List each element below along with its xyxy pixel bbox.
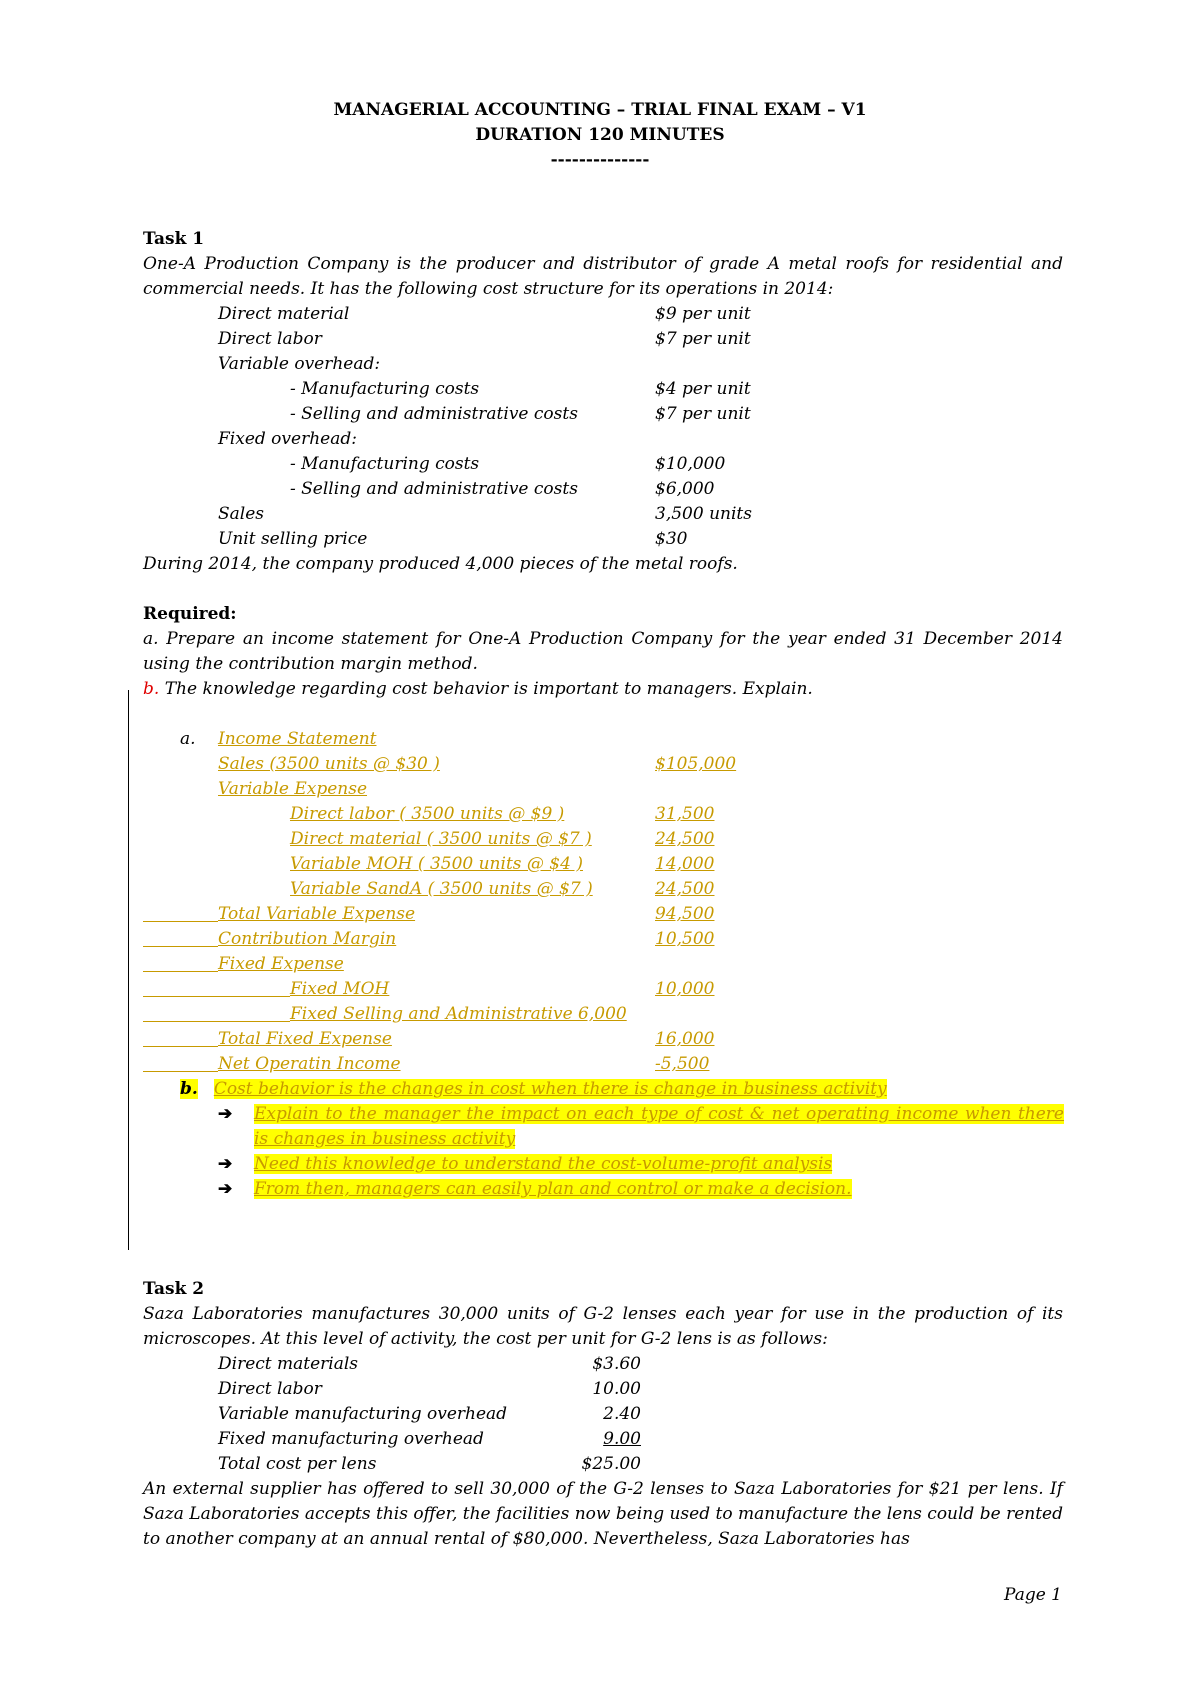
cost-value: $9 per unit xyxy=(655,304,751,324)
is-underline xyxy=(143,1046,218,1047)
cost-value: $10,000 xyxy=(655,454,726,474)
is-row xyxy=(218,952,344,977)
cost-value: $7 per unit xyxy=(655,404,751,424)
is-value: 31,500 xyxy=(655,804,715,824)
is-value: 10,000 xyxy=(655,979,715,999)
cost-label: - Selling and administrative costs xyxy=(290,404,578,424)
is-row xyxy=(218,1052,709,1077)
is-label: Total Variable Expense xyxy=(218,904,416,924)
cost-label: Variable manufacturing overhead xyxy=(218,1404,508,1424)
task1-intro: One-A Production Company is the producer and distributor of grade A metal roofs for residential and commercial needs. It has the following cost structure for its operations in 2014: xyxy=(143,254,1063,299)
cost-label: Direct labor xyxy=(218,329,322,349)
cost-value: 10.00 xyxy=(592,1379,641,1399)
requirement-b-letter: b. xyxy=(143,679,160,699)
cost-value: $3.60 xyxy=(592,1354,641,1374)
exam-title: MANAGERIAL ACCOUNTING – TRIAL FINAL EXAM – V1 xyxy=(333,100,867,120)
is-label: Total Fixed Expense xyxy=(218,1029,392,1049)
answer-b-point xyxy=(254,1152,832,1177)
cost-label: - Selling and administrative costs xyxy=(290,479,578,499)
answer-b-point xyxy=(254,1177,852,1202)
answer-b xyxy=(180,1077,887,1102)
exam-header xyxy=(0,98,1200,173)
is-label: Direct labor ( 3500 units @ $9 ) xyxy=(290,804,565,824)
answer-b-point-text: Need this knowledge to understand the cost-volume-profit analysis xyxy=(254,1154,833,1174)
is-underline xyxy=(143,921,218,922)
cost-label: Sales xyxy=(218,504,265,524)
cost-value: 2.40 xyxy=(603,1404,641,1424)
is-value: 16,000 xyxy=(655,1029,715,1049)
is-value: 10,500 xyxy=(655,929,715,949)
cost-value: 3,500 units xyxy=(655,504,752,524)
production-note: During 2014, the company produced 4,000 pieces of the metal roofs. xyxy=(143,554,738,574)
is-row xyxy=(290,802,714,827)
is-row xyxy=(218,1027,714,1052)
is-underline xyxy=(143,971,218,972)
is-underline xyxy=(143,996,290,997)
cost-label: Direct materials xyxy=(218,1354,359,1374)
arrow-icon: ➔ xyxy=(218,1179,233,1199)
arrow-icon: ➔ xyxy=(218,1154,233,1174)
is-value: 24,500 xyxy=(655,879,715,899)
is-value: $105,000 xyxy=(655,754,737,774)
required-heading: Required: xyxy=(143,604,237,624)
is-label: Contribution Margin xyxy=(218,929,397,949)
cost-label: Unit selling price xyxy=(218,529,368,549)
is-value: -5,500 xyxy=(655,1054,710,1074)
cost-value: $25.00 xyxy=(581,1454,641,1474)
is-underline xyxy=(143,946,218,947)
cost-value: 9.00 xyxy=(603,1429,641,1449)
task2-intro: Saza Laboratories manufactures 30,000 units of G-2 lenses each year for use in the production of its microscopes. At this level of activity, the cost per unit for G-2 lens is as follows: xyxy=(143,1304,1063,1349)
is-label: Fixed Selling and Administrative 6,000 xyxy=(290,1004,627,1024)
is-underline xyxy=(143,1071,218,1072)
is-label: Net Operatin Income xyxy=(218,1054,401,1074)
cost-label: Variable overhead: xyxy=(218,354,381,374)
is-label: Sales (3500 units @ $30 ) xyxy=(218,754,440,774)
answer-b-letter: b. xyxy=(180,1079,198,1099)
is-row xyxy=(290,877,714,902)
requirement-b-text: The knowledge regarding cost behavior is important to managers. Explain. xyxy=(159,679,813,699)
task2-heading: Task 2 xyxy=(143,1279,205,1299)
answer-b-point-text: Explain to the manager the impact on each type of cost & net operating income when there is changes in business activity xyxy=(254,1104,1064,1149)
cost-label: Fixed overhead: xyxy=(218,429,357,449)
arrow-icon: ➔ xyxy=(218,1104,233,1124)
cost-value: $6,000 xyxy=(655,479,715,499)
answer-b-point-text: From then, managers can easily plan and control or make a decision. xyxy=(254,1179,852,1199)
cost-label: Total cost per lens xyxy=(218,1454,377,1474)
is-label: Income Statement xyxy=(218,729,377,749)
is-label: Direct material ( 3500 units @ $7 ) xyxy=(290,829,592,849)
cost-value: $30 xyxy=(655,529,688,549)
cost-label: Direct material xyxy=(218,304,350,324)
cost-label: - Manufacturing costs xyxy=(290,379,480,399)
is-value: 24,500 xyxy=(655,829,715,849)
is-row xyxy=(218,927,714,952)
answer-a-letter: a. xyxy=(180,729,196,749)
revision-bar xyxy=(128,690,129,1250)
answer-b-text: Cost behavior is the changes in cost when there is change in business activity xyxy=(213,1079,887,1099)
is-row xyxy=(218,752,738,777)
requirement-b xyxy=(143,677,813,702)
header-divider: -------------- xyxy=(550,150,650,170)
is-value: 94,500 xyxy=(655,904,715,924)
is-row xyxy=(290,827,714,852)
page-number: Page 1 xyxy=(1004,1585,1062,1605)
is-label: Variable MOH ( 3500 units @ $4 ) xyxy=(290,854,583,874)
is-row xyxy=(218,902,714,927)
requirement-a: a. Prepare an income statement for One-A Production Company for the year ended 31 December 2014 using the contribution margin method. xyxy=(143,629,1063,674)
is-label: Variable Expense xyxy=(218,779,368,799)
cost-label: - Manufacturing costs xyxy=(290,454,480,474)
is-underline xyxy=(143,1021,290,1022)
cost-label: Direct labor xyxy=(218,1379,322,1399)
cost-value: $4 per unit xyxy=(655,379,751,399)
task2-offer: An external supplier has offered to sell 30,000 of the G-2 lenses to Saza Laboratories for $21 per lens. If Saza Laboratories accepts this offer, the facilities now being used to manufacture the lens could be rented to another company at an annual rental of $80,000. Nevertheless, Saza Laboratories has xyxy=(143,1479,1063,1549)
cost-value: $7 per unit xyxy=(655,329,751,349)
is-label: Fixed Expense xyxy=(218,954,344,974)
is-label: Fixed MOH xyxy=(290,979,390,999)
cost-label: Fixed manufacturing overhead xyxy=(218,1429,484,1449)
is-value: 14,000 xyxy=(655,854,715,874)
is-label: Variable SandA ( 3500 units @ $7 ) xyxy=(290,879,593,899)
exam-duration: DURATION 120 MINUTES xyxy=(475,125,725,145)
task1-heading: Task 1 xyxy=(143,229,205,249)
is-row xyxy=(290,852,714,877)
is-row xyxy=(290,977,714,1002)
answer-b-point xyxy=(254,1102,1064,1152)
